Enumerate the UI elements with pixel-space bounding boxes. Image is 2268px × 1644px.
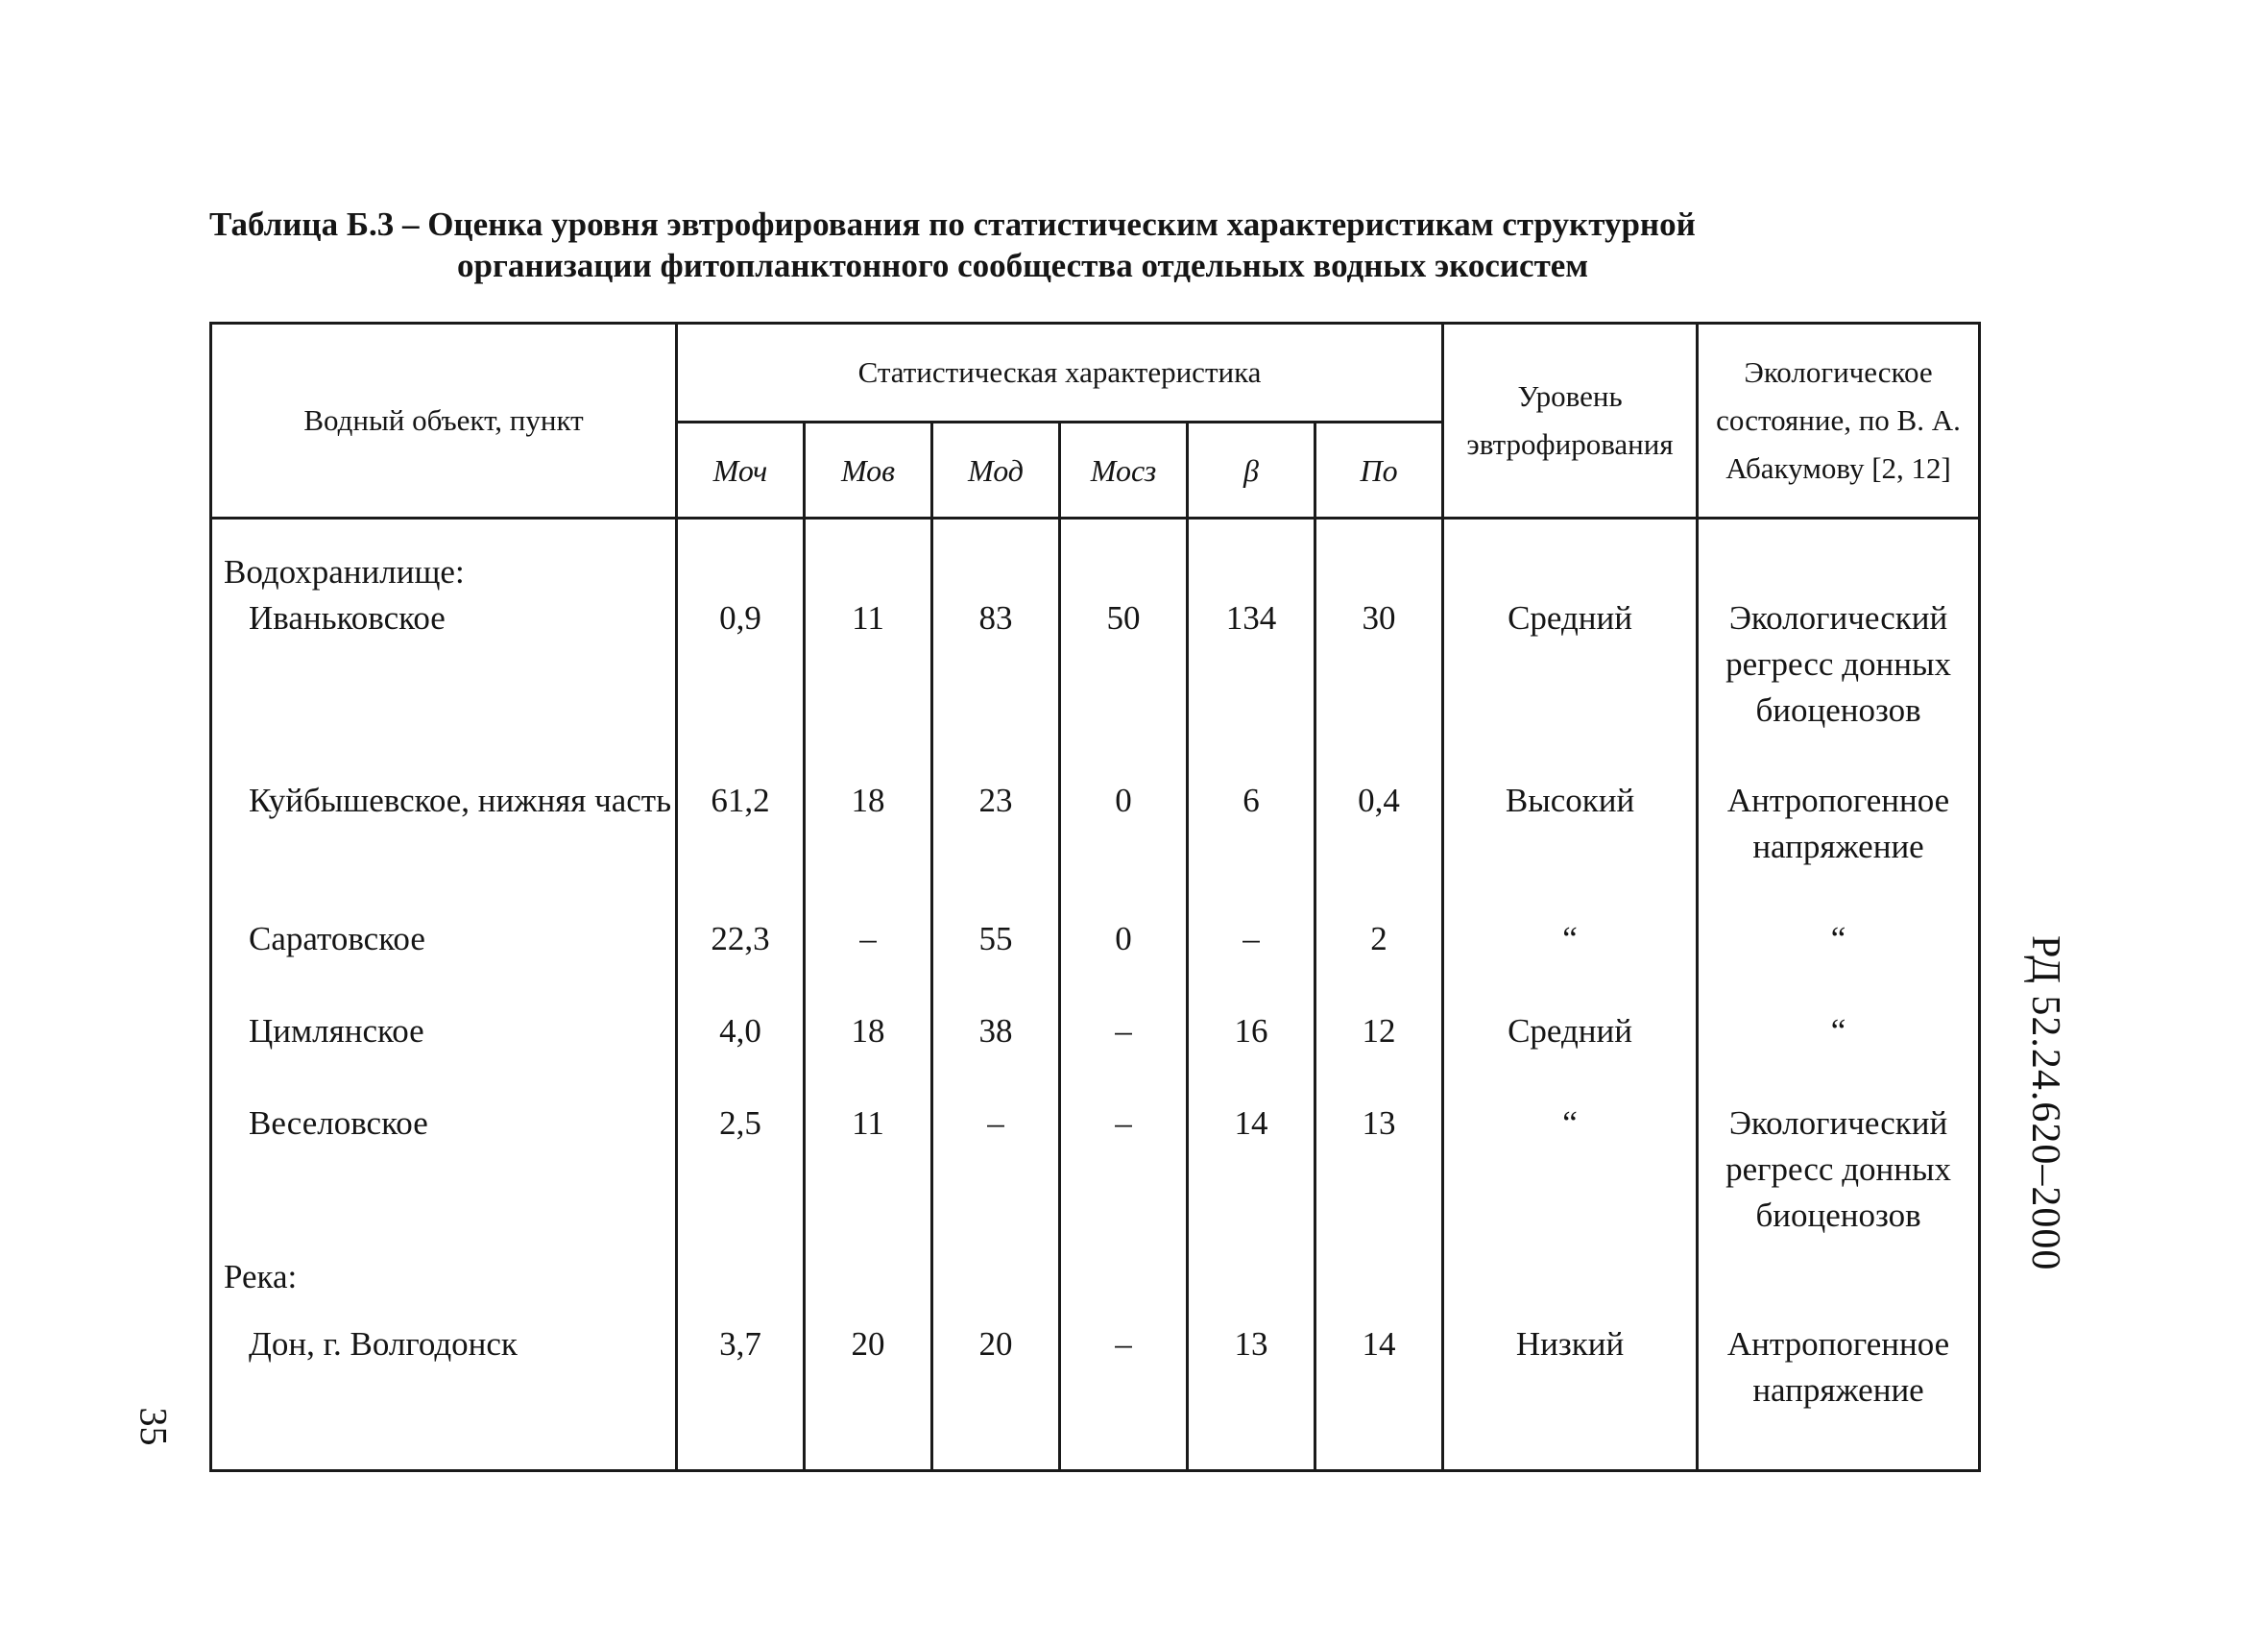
header-level: Уровень эвтрофирования: [1443, 324, 1698, 519]
cell-moch: 4,0: [677, 1008, 805, 1100]
document-code: РД 52.24.620–2000: [2023, 935, 2067, 1271]
cell-mod: 83: [932, 595, 1060, 778]
cell-beta: 134: [1188, 595, 1315, 778]
cell-eco: Экологический регресс донных биоценозов: [1698, 1100, 1980, 1254]
cell-mosz: 50: [1060, 595, 1188, 778]
cell-level: Низкий: [1443, 1321, 1698, 1471]
header-eco: Экологическое состояние, по В. А. Абакумову [2, 12]: [1698, 324, 1980, 519]
cell-level: Средний: [1443, 1008, 1698, 1100]
cell-mod: 55: [932, 916, 1060, 1008]
cell-mod: 38: [932, 1008, 1060, 1100]
header-mov: Мов: [805, 423, 932, 519]
cell-eco: “: [1698, 1008, 1980, 1100]
header-mosz: Мосз: [1060, 423, 1188, 519]
cell-mov: 11: [805, 1100, 932, 1254]
row-name: Дон, г. Волгодонск: [211, 1321, 677, 1471]
header-object: Водный объект, пункт: [211, 324, 677, 519]
cell-eco: Антропогенное напряжение: [1698, 1321, 1980, 1471]
cell-level: “: [1443, 916, 1698, 1008]
cell-beta: 13: [1188, 1321, 1315, 1471]
cell-beta: –: [1188, 916, 1315, 1008]
cell-mod: 20: [932, 1321, 1060, 1471]
cell-po: 30: [1315, 595, 1443, 778]
cell-eco: “: [1698, 916, 1980, 1008]
cell-level: Средний: [1443, 595, 1698, 778]
table-row: [211, 595, 1980, 778]
header-moch: Моч: [677, 423, 805, 519]
cell-moch: 61,2: [677, 778, 805, 916]
cell-mod: 23: [932, 778, 1060, 916]
group-label-reservoir: Водохранилище:: [211, 519, 677, 595]
header-stat-group: Статистическая характеристика: [677, 324, 1443, 423]
cell-beta: 14: [1188, 1100, 1315, 1254]
header-beta: β: [1188, 423, 1315, 519]
table-row: [211, 1008, 1980, 1100]
cell-mosz: –: [1060, 1100, 1188, 1254]
cell-moch: 22,3: [677, 916, 805, 1008]
cell-moch: 3,7: [677, 1321, 805, 1471]
cell-po: 0,4: [1315, 778, 1443, 916]
row-name: Цимлянское: [211, 1008, 677, 1100]
cell-mov: 18: [805, 1008, 932, 1100]
cell-eco: Антропогенное напряжение: [1698, 778, 1980, 916]
cell-mosz: –: [1060, 1321, 1188, 1471]
cell-moch: 2,5: [677, 1100, 805, 1254]
cell-mov: 11: [805, 595, 932, 778]
row-name: Куйбышевское, нижняя часть: [211, 778, 677, 916]
table-title-line2: организации фитопланктонного сообщества отдельных водных экосистем: [457, 247, 1589, 284]
header-mod: Мод: [932, 423, 1060, 519]
cell-mov: 18: [805, 778, 932, 916]
cell-moch: 0,9: [677, 595, 805, 778]
table-title: [209, 204, 2005, 286]
cell-level: “: [1443, 1100, 1698, 1254]
page-number: 35: [132, 1407, 176, 1446]
cell-eco: Экологический регресс донных биоценозов: [1698, 595, 1980, 778]
cell-po: 2: [1315, 916, 1443, 1008]
table-row: [211, 1321, 1980, 1471]
cell-mov: 20: [805, 1321, 932, 1471]
cell-level: Высокий: [1443, 778, 1698, 916]
table-row: [211, 778, 1980, 916]
cell-beta: 6: [1188, 778, 1315, 916]
cell-mosz: –: [1060, 1008, 1188, 1100]
row-name: Саратовское: [211, 916, 677, 1008]
cell-mov: –: [805, 916, 932, 1008]
header-po: По: [1315, 423, 1443, 519]
eutrophication-table: [209, 322, 1981, 1472]
cell-mod: –: [932, 1100, 1060, 1254]
table-row: [211, 916, 1980, 1008]
row-name: Иваньковское: [211, 595, 677, 778]
cell-po: 13: [1315, 1100, 1443, 1254]
cell-mosz: 0: [1060, 916, 1188, 1008]
cell-po: 12: [1315, 1008, 1443, 1100]
row-name: Веселовское: [211, 1100, 677, 1254]
table-row: [211, 1100, 1980, 1254]
cell-beta: 16: [1188, 1008, 1315, 1100]
cell-po: 14: [1315, 1321, 1443, 1471]
cell-mosz: 0: [1060, 778, 1188, 916]
table-title-line1: Таблица Б.3 – Оценка уровня эвтрофирования по статистическим характеристикам структурной: [209, 206, 1696, 243]
group-label-river: Река:: [211, 1254, 677, 1321]
